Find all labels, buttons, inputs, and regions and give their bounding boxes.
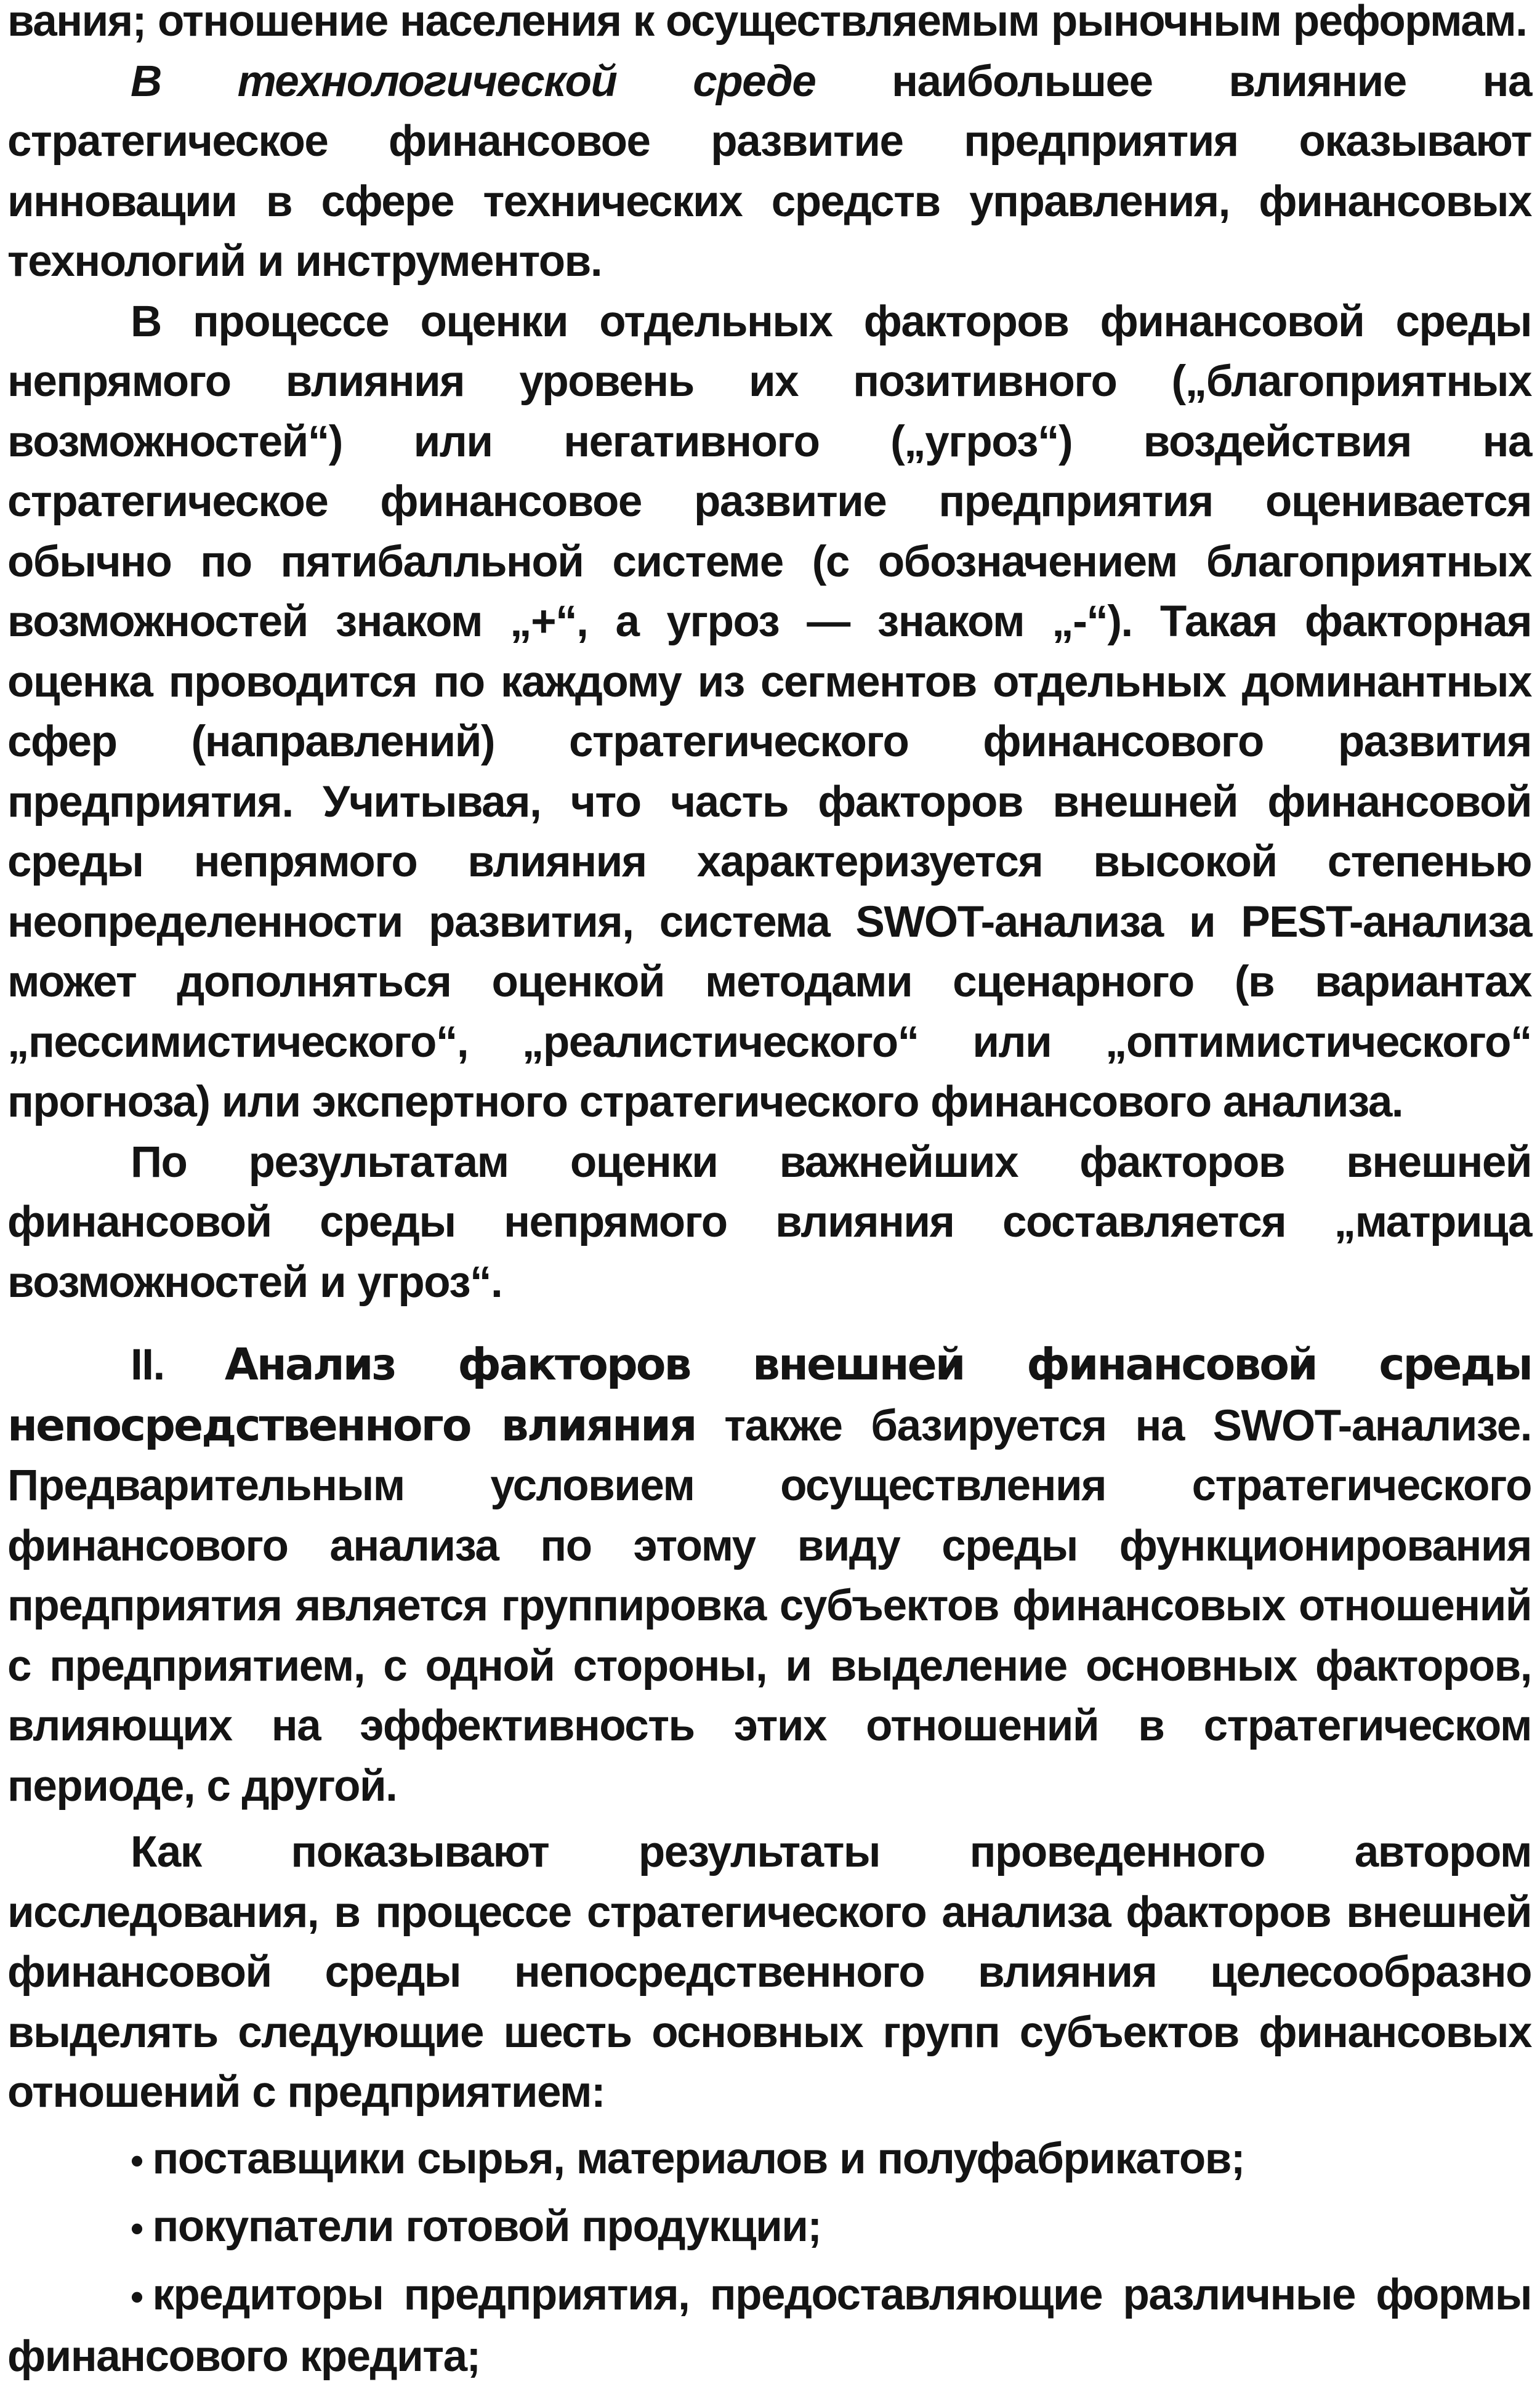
paragraph-factor-assessment: В процессе оценки отдельных факторов финансовой среды непрямого влияния уровень их позитивного („благоприятных возможностей“) или негативного („угроз“) воздействия на стратегическое финансовое развитие предприятия оценивается обычно по пятибалльной системе (с обозначением благоприятных возможностей знаком „+“, а угроз — знаком „-“). Такая факторная оценка проводится по каждому из сегментов отдельных доминантных сфер (направлений) стратегического финансового развития предприятия. Учитывая, что часть факторов внешней финансовой среды непрямого влияния характеризуется высокой степенью неопределенности развития, система SWOT-анализа и PEST-анализа может дополняться оценкой методами сценарного (в вариантах „пессимистического“, „реалистического“ или „оптимистического“ прогноза) или экспертного стратегического финансового анализа. [7, 297, 1531, 1126]
bullet-icon: • [131, 2139, 143, 2181]
bullet-icon: • [131, 2208, 143, 2249]
list-item-text: покупатели готовой продукции; [152, 2202, 821, 2251]
document-page [7, 0, 1531, 2387]
paragraph-text: наибольшее влияние на стратегическое финансовое развитие предприятия оказывают инновации в сфере технических средств управления, финансовых технологий и инструментов. [7, 57, 1531, 286]
italic-term: В технологической среде [131, 57, 816, 106]
paragraph-section-ii [7, 1335, 1531, 1816]
list-item-text: кредиторы предприятия, предоставляющие различные формы финансового кредита; [7, 2270, 1531, 2381]
bullet-icon: • [131, 2276, 143, 2317]
paragraph-matrix: По результатам оценки важнейших факторов внешней финансовой среды непрямого влияния составляется „матрица возможностей и угроз“. [7, 1137, 1531, 1307]
paragraph-text: также базируется на SWOT-анализе. Предварительным условием осуществления стратегического финансового анализа по этому виду среды функционирования предприятия является группировка субъектов финансовых отношений с предприятием, с одной стороны, и выделение основных факторов, влияющих на эффективность этих отношений в стратегическом периоде, с другой. [7, 1401, 1531, 1811]
list-item [7, 2129, 1531, 2191]
list-item-text: поставщики сырья, материалов и полуфабрикатов; [152, 2134, 1245, 2183]
list-item [7, 2265, 1531, 2387]
list-item [7, 2197, 1531, 2259]
paragraph-research-results: Как показывают результаты проведенного автором исследования, в процессе стратегического анализа факторов внешней финансовой среды непосредственного влияния целесообразно выделять следующие шесть основных групп субъектов финансовых отношений с предприятием: [7, 1828, 1531, 2117]
paragraph-technological-environment [7, 52, 1531, 292]
paragraph-continuation: вания; отношение населения к осуществляемым рыночным реформам. [7, 0, 1527, 46]
section-number: II. [131, 1341, 225, 1389]
section-heading: Анализ факторов внешней финансовой среды непосредственного влияния [7, 1339, 1531, 1451]
